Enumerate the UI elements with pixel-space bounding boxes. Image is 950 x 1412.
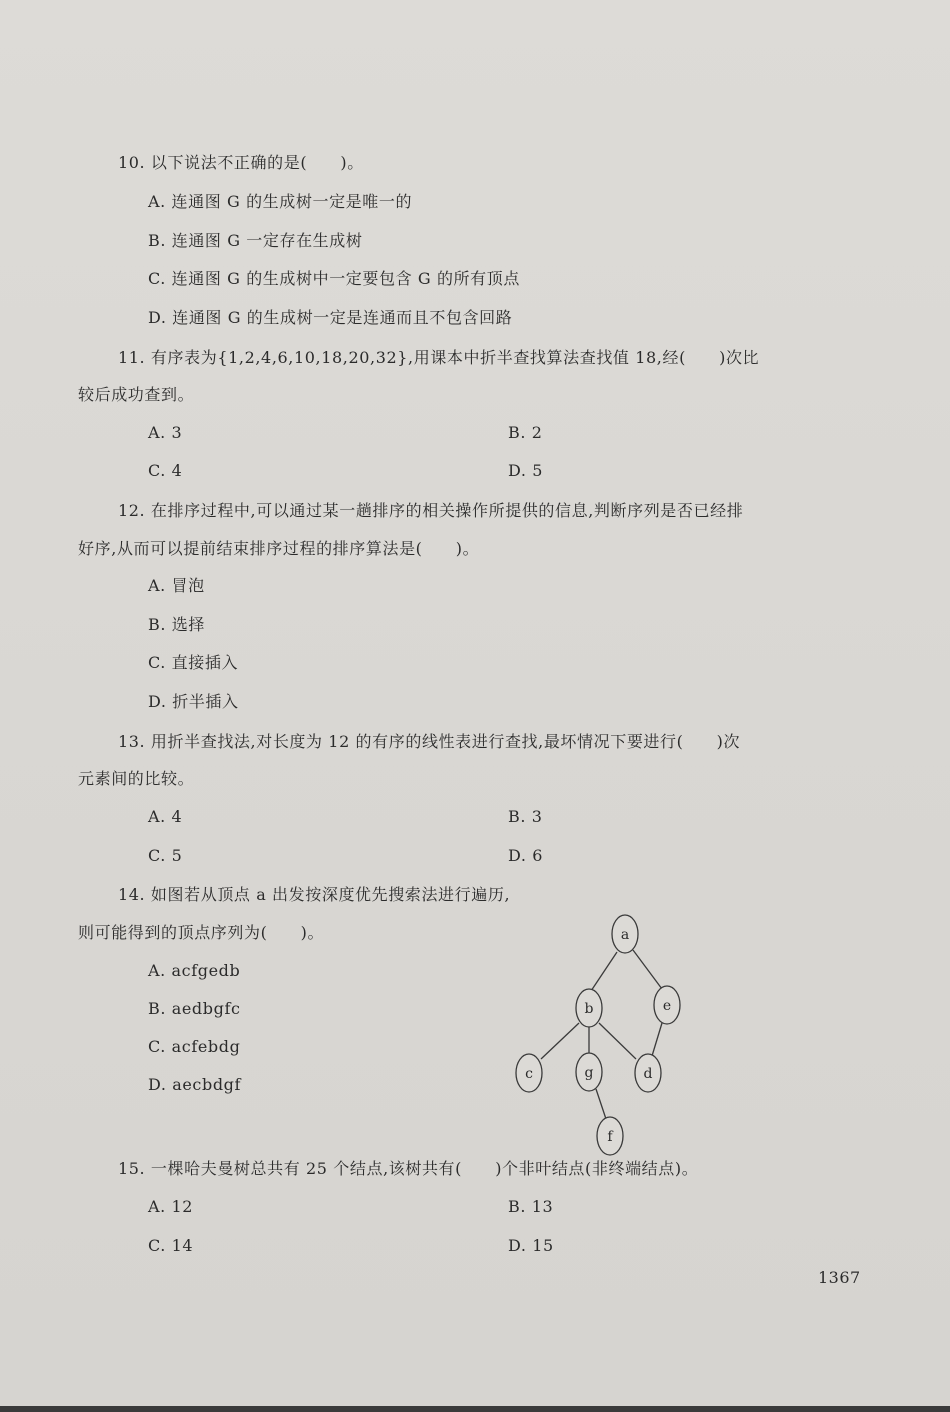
edge-b-c	[541, 1023, 579, 1059]
question-11-option-d: D. 5	[508, 461, 544, 480]
node-f-label: f	[607, 1129, 613, 1145]
question-11-stem-line1: 11. 有序表为{1,2,4,6,10,18,20,32},用课本中折半查找算法查找值 18,经( )次比	[118, 348, 760, 367]
question-14-option-d: D. aecbdgf	[148, 1075, 242, 1094]
question-15-option-a: A. 12	[148, 1197, 194, 1216]
edge-g-f	[596, 1089, 606, 1119]
question-15-option-d: D. 15	[508, 1236, 554, 1255]
edge-b-d	[599, 1023, 636, 1059]
node-g-label: g	[584, 1065, 594, 1081]
question-12-option-c: C. 直接插入	[148, 653, 239, 672]
question-11-stem-line2: 较后成功查到。	[78, 385, 195, 404]
question-12-option-d: D. 折半插入	[148, 692, 239, 711]
question-10-option-a: A. 连通图 G 的生成树一定是唯一的	[148, 192, 413, 211]
node-d-label: d	[643, 1066, 653, 1082]
question-15-stem: 15. 一棵哈夫曼树总共有 25 个结点,该树共有( )个非叶结点(非终端结点)。	[118, 1159, 699, 1178]
question-13-option-a: A. 4	[148, 807, 183, 826]
question-12-stem-line2: 好序,从而可以提前结束排序过程的排序算法是( )。	[78, 539, 480, 558]
question-12-option-b: B. 选择	[148, 615, 205, 634]
node-a-label: a	[620, 927, 630, 943]
question-14-stem-line2: 则可能得到的顶点序列为( )。	[78, 923, 325, 942]
scan-bottom-edge	[0, 1406, 950, 1412]
question-12-option-a: A. 冒泡	[148, 576, 205, 595]
question-14-option-a: A. acfgedb	[148, 961, 241, 980]
edge-a-b	[591, 952, 617, 991]
edge-a-e	[633, 950, 662, 989]
question-11-option-c: C. 4	[148, 461, 183, 480]
question-12-stem-line1: 12. 在排序过程中,可以通过某一趟排序的相关操作所提供的信息,判断序列是否已经排	[118, 501, 744, 520]
node-b-label: b	[584, 1001, 594, 1017]
question-11-option-a: A. 3	[148, 423, 183, 442]
node-c-label: c	[525, 1066, 533, 1082]
question-13-stem-line1: 13. 用折半查找法,对长度为 12 的有序的线性表进行查找,最坏情况下要进行( )次	[118, 732, 741, 751]
question-13-option-c: C. 5	[148, 846, 183, 865]
page-number: 1367	[818, 1268, 861, 1287]
question-15-option-b: B. 13	[508, 1197, 554, 1216]
question-11-option-b: B. 2	[508, 423, 543, 442]
question-14-option-b: B. aedbgfc	[148, 999, 241, 1018]
question-10-option-c: C. 连通图 G 的生成树中一定要包含 G 的所有顶点	[148, 269, 520, 288]
question-10-option-d: D. 连通图 G 的生成树一定是连通而且不包含回路	[148, 308, 513, 327]
question-14-stem-line1: 14. 如图若从顶点 a 出发按深度优先搜索法进行遍历,	[118, 885, 511, 904]
question-10-option-b: B. 连通图 G 一定存在生成树	[148, 231, 363, 250]
question-14-option-c: C. acfebdg	[148, 1037, 241, 1056]
question-13-option-b: B. 3	[508, 807, 543, 826]
question-13-option-d: D. 6	[508, 846, 544, 865]
edge-e-d	[652, 1023, 662, 1056]
question-14-graph	[505, 905, 695, 1160]
question-10-stem: 10. 以下说法不正确的是( )。	[118, 153, 364, 172]
node-e-label: e	[662, 998, 672, 1014]
question-13-stem-line2: 元素间的比较。	[78, 769, 195, 788]
question-15-option-c: C. 14	[148, 1236, 194, 1255]
